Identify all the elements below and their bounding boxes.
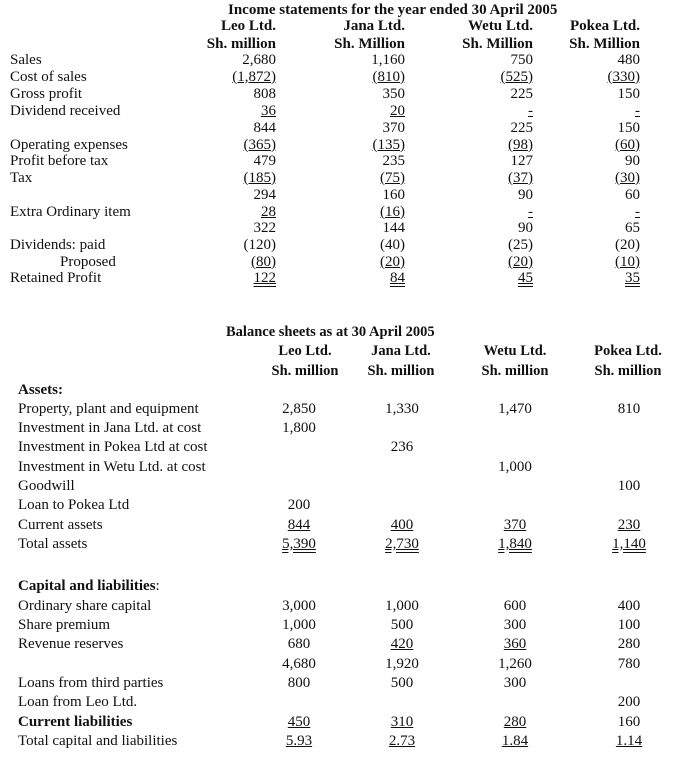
is-wetu-dividends-paid: (25) [508,237,533,253]
is-leo-operating-expenses: (365) [243,137,276,153]
is-label-retained-profit: Retained Profit [10,270,102,286]
is-leo-proposed: (80) [251,254,276,270]
is-wetu-extraordinary-item: - [528,204,533,220]
is-jana-dividend-received: 20 [390,103,405,119]
bs-pokea-ordinary-share-capital: 400 [617,598,641,614]
bs-leo-loans-third-parties: 800 [287,675,311,691]
is-leo-retained-profit: 122 [253,270,276,286]
is-label-extraordinary-item: Extra Ordinary item [10,204,131,220]
bs-jana-current-liabilities: 310 [390,714,414,730]
bs-jana-ordinary-share-capital: 1,000 [385,598,419,614]
bs-pokea-revenue-reserves: 280 [617,636,641,652]
bs-col-jana-unit: Sh. million [367,363,435,379]
is-jana-retained-profit: 84 [390,270,405,286]
bs-label-revenue-reserves: Revenue reserves [18,636,124,652]
is-leo-extraordinary-item: 28 [261,204,276,220]
is-leo-cost-of-sales: (1,872) [232,69,276,85]
is-col-leo-unit: Sh. million [206,36,276,52]
is-jana-cost-of-sales: (810) [372,69,405,85]
is-pokea-tax: (30) [615,170,640,186]
bs-wetu-share-premium: 300 [503,617,527,633]
bs-liabilities-heading [18,578,160,594]
bs-label-share-premium: Share premium [18,617,111,633]
is-label-operating-expenses: Operating expenses [10,137,128,153]
bs-leo-ppe: 2,850 [282,401,316,417]
is-wetu-proposed: (20) [508,254,533,270]
is-leo-profit-before-tax: 479 [253,153,276,169]
bs-leo-investment-jana: 1,800 [282,420,316,436]
is-label-gross-profit: Gross profit [10,86,83,102]
is-col-jana-name: Jana Ltd. [343,18,405,34]
bs-col-wetu-unit: Sh. million [481,363,549,379]
bs-col-pokea-name: Pokea Ltd. [594,343,662,359]
is-pokea-dividends-paid: (20) [615,237,640,253]
bs-pokea-current-liabilities: 160 [617,714,641,730]
bs-jana-ppe: 1,330 [385,401,419,417]
bs-jana-share-premium: 500 [390,617,414,633]
bs-jana-investment-pokea: 236 [390,439,414,455]
is-jana-sales: 1,160 [371,52,405,68]
bs-wetu-investment-wetu: 1,000 [498,459,532,475]
bs-label-current-liabilities: Current liabilities [18,714,133,730]
is-pokea-gross-profit: 150 [617,86,640,102]
is-jana-dividends-paid: (40) [380,237,405,253]
bs-label-investment-jana: Investment in Jana Ltd. at cost [18,420,202,436]
balance-sheet-title: Balance sheets as at 30 April 2005 [226,324,435,340]
bs-wetu-current-liabilities: 280 [503,714,527,730]
is-col-jana-unit: Sh. Million [334,36,405,52]
is-wetu-subtotal-2: 90 [518,187,533,203]
bs-assets-heading: Assets: [18,382,63,398]
bs-col-wetu-name: Wetu Ltd. [483,343,547,359]
is-pokea-sales: 480 [617,52,640,68]
bs-label-investment-pokea: Investment in Pokea Ltd at cost [18,439,208,455]
bs-jana-equity-subtotal: 1,920 [385,656,419,672]
bs-liabilities-heading-text: Capital and liabilities [18,578,156,594]
bs-leo-current-assets: 844 [287,517,311,533]
is-wetu-gross-profit: 225 [510,86,533,102]
bs-wetu-total-assets: 1,840 [498,536,532,552]
bs-pokea-goodwill: 100 [617,478,641,494]
bs-jana-current-assets: 400 [390,517,414,533]
is-leo-subtotal-1: 844 [253,120,276,136]
is-col-pokea-unit: Sh. Million [569,36,640,52]
is-jana-subtotal-1: 370 [382,120,405,136]
is-wetu-retained-profit: 45 [518,270,533,286]
bs-pokea-ppe: 810 [617,401,641,417]
is-jana-subtotal-2: 160 [382,187,405,203]
is-wetu-subtotal-3: 90 [518,220,533,236]
bs-leo-share-premium: 1,000 [282,617,316,633]
is-jana-extraordinary-item: (16) [380,204,405,220]
is-leo-tax: (185) [243,170,276,186]
is-wetu-tax: (37) [508,170,533,186]
bs-pokea-share-premium: 100 [617,617,641,633]
is-wetu-sales: 750 [510,52,533,68]
bs-pokea-equity-subtotal: 780 [617,656,641,672]
is-jana-proposed: (20) [380,254,405,270]
is-wetu-dividend-received: - [528,103,533,119]
bs-wetu-revenue-reserves: 360 [503,636,527,652]
is-pokea-subtotal-3: 65 [625,220,640,236]
bs-leo-revenue-reserves: 680 [287,636,311,652]
bs-label-current-assets: Current assets [18,517,103,533]
bs-jana-loans-third-parties: 500 [390,675,414,691]
bs-jana-total-assets: 2,730 [385,536,419,552]
bs-liabilities-heading-colon: : [155,578,160,594]
bs-wetu-ordinary-share-capital: 600 [503,598,527,614]
is-jana-gross-profit: 350 [382,86,405,102]
is-col-wetu-name: Wetu Ltd. [467,18,533,34]
is-col-wetu-unit: Sh. Million [462,36,533,52]
bs-pokea-total-assets: 1,140 [612,536,646,552]
is-pokea-subtotal-1: 150 [617,120,640,136]
is-wetu-operating-expenses: (98) [508,137,533,153]
bs-label-goodwill: Goodwill [18,478,75,494]
is-pokea-proposed: (10) [615,254,640,270]
bs-leo-ordinary-share-capital: 3,000 [282,598,316,614]
is-label-cost-of-sales: Cost of sales [10,69,87,85]
bs-leo-total-assets: 5,390 [282,536,316,552]
bs-pokea-current-assets: 230 [617,517,641,533]
is-jana-profit-before-tax: 235 [382,153,405,169]
is-pokea-cost-of-sales: (330) [607,69,640,85]
bs-leo-total-capital-liabilities: 5.93 [285,733,313,749]
bs-leo-loan-to-pokea: 200 [287,497,311,513]
is-col-leo-name: Leo Ltd. [220,18,276,34]
bs-col-leo-unit: Sh. million [271,363,339,379]
is-wetu-cost-of-sales: (525) [500,69,533,85]
is-label-tax: Tax [10,170,33,186]
bs-jana-total-capital-liabilities: 2.73 [388,733,416,749]
bs-wetu-ppe: 1,470 [498,401,532,417]
is-pokea-retained-profit: 35 [625,270,640,286]
is-col-pokea-name: Pokea Ltd. [569,18,640,34]
bs-label-investment-wetu: Investment in Wetu Ltd. at cost [18,459,206,475]
bs-col-leo-name: Leo Ltd. [278,343,332,359]
is-jana-operating-expenses: (135) [372,137,405,153]
is-wetu-profit-before-tax: 127 [510,153,533,169]
is-jana-tax: (75) [380,170,405,186]
is-jana-subtotal-3: 144 [382,220,405,236]
bs-label-loans-third-parties: Loans from third parties [18,675,164,691]
bs-wetu-current-assets: 370 [503,517,527,533]
is-label-dividends-paid: Dividends: paid [10,237,106,253]
is-pokea-subtotal-2: 60 [625,187,640,203]
is-pokea-profit-before-tax: 90 [625,153,640,169]
bs-leo-current-liabilities: 450 [287,714,311,730]
is-wetu-subtotal-1: 225 [510,120,533,136]
is-leo-gross-profit: 808 [253,86,276,102]
bs-pokea-loan-from-leo: 200 [617,694,641,710]
is-leo-sales: 2,680 [242,52,276,68]
is-pokea-operating-expenses: (60) [615,137,640,153]
bs-label-total-assets: Total assets [18,536,88,552]
is-leo-dividends-paid: (120) [243,237,276,253]
is-leo-subtotal-2: 294 [253,187,276,203]
bs-col-pokea-unit: Sh. million [594,363,662,379]
is-leo-dividend-received: 36 [261,103,276,119]
bs-wetu-total-capital-liabilities: 1.84 [501,733,529,749]
bs-jana-revenue-reserves: 420 [390,636,414,652]
bs-wetu-equity-subtotal: 1,260 [498,656,532,672]
bs-label-loan-to-pokea: Loan to Pokea Ltd [18,497,130,513]
is-pokea-extraordinary-item: - [635,204,640,220]
bs-col-jana-name: Jana Ltd. [371,343,431,359]
bs-label-total-capital-liabilities: Total capital and liabilities [18,733,178,749]
is-label-sales: Sales [10,52,42,68]
bs-wetu-loans-third-parties: 300 [503,675,527,691]
bs-label-ppe: Property, plant and equipment [18,401,199,417]
is-pokea-dividend-received: - [635,103,640,119]
bs-leo-equity-subtotal: 4,680 [282,656,316,672]
is-label-profit-before-tax: Profit before tax [10,153,109,169]
bs-label-loan-from-leo: Loan from Leo Ltd. [18,694,138,710]
is-label-dividend-received: Dividend received [10,103,121,119]
is-leo-subtotal-3: 322 [253,220,276,236]
bs-label-ordinary-share-capital: Ordinary share capital [18,598,152,614]
income-statement-title: Income statements for the year ended 30 April 2005 [228,2,558,18]
bs-pokea-total-capital-liabilities: 1.14 [615,733,643,749]
is-label-proposed: Proposed [60,254,116,270]
